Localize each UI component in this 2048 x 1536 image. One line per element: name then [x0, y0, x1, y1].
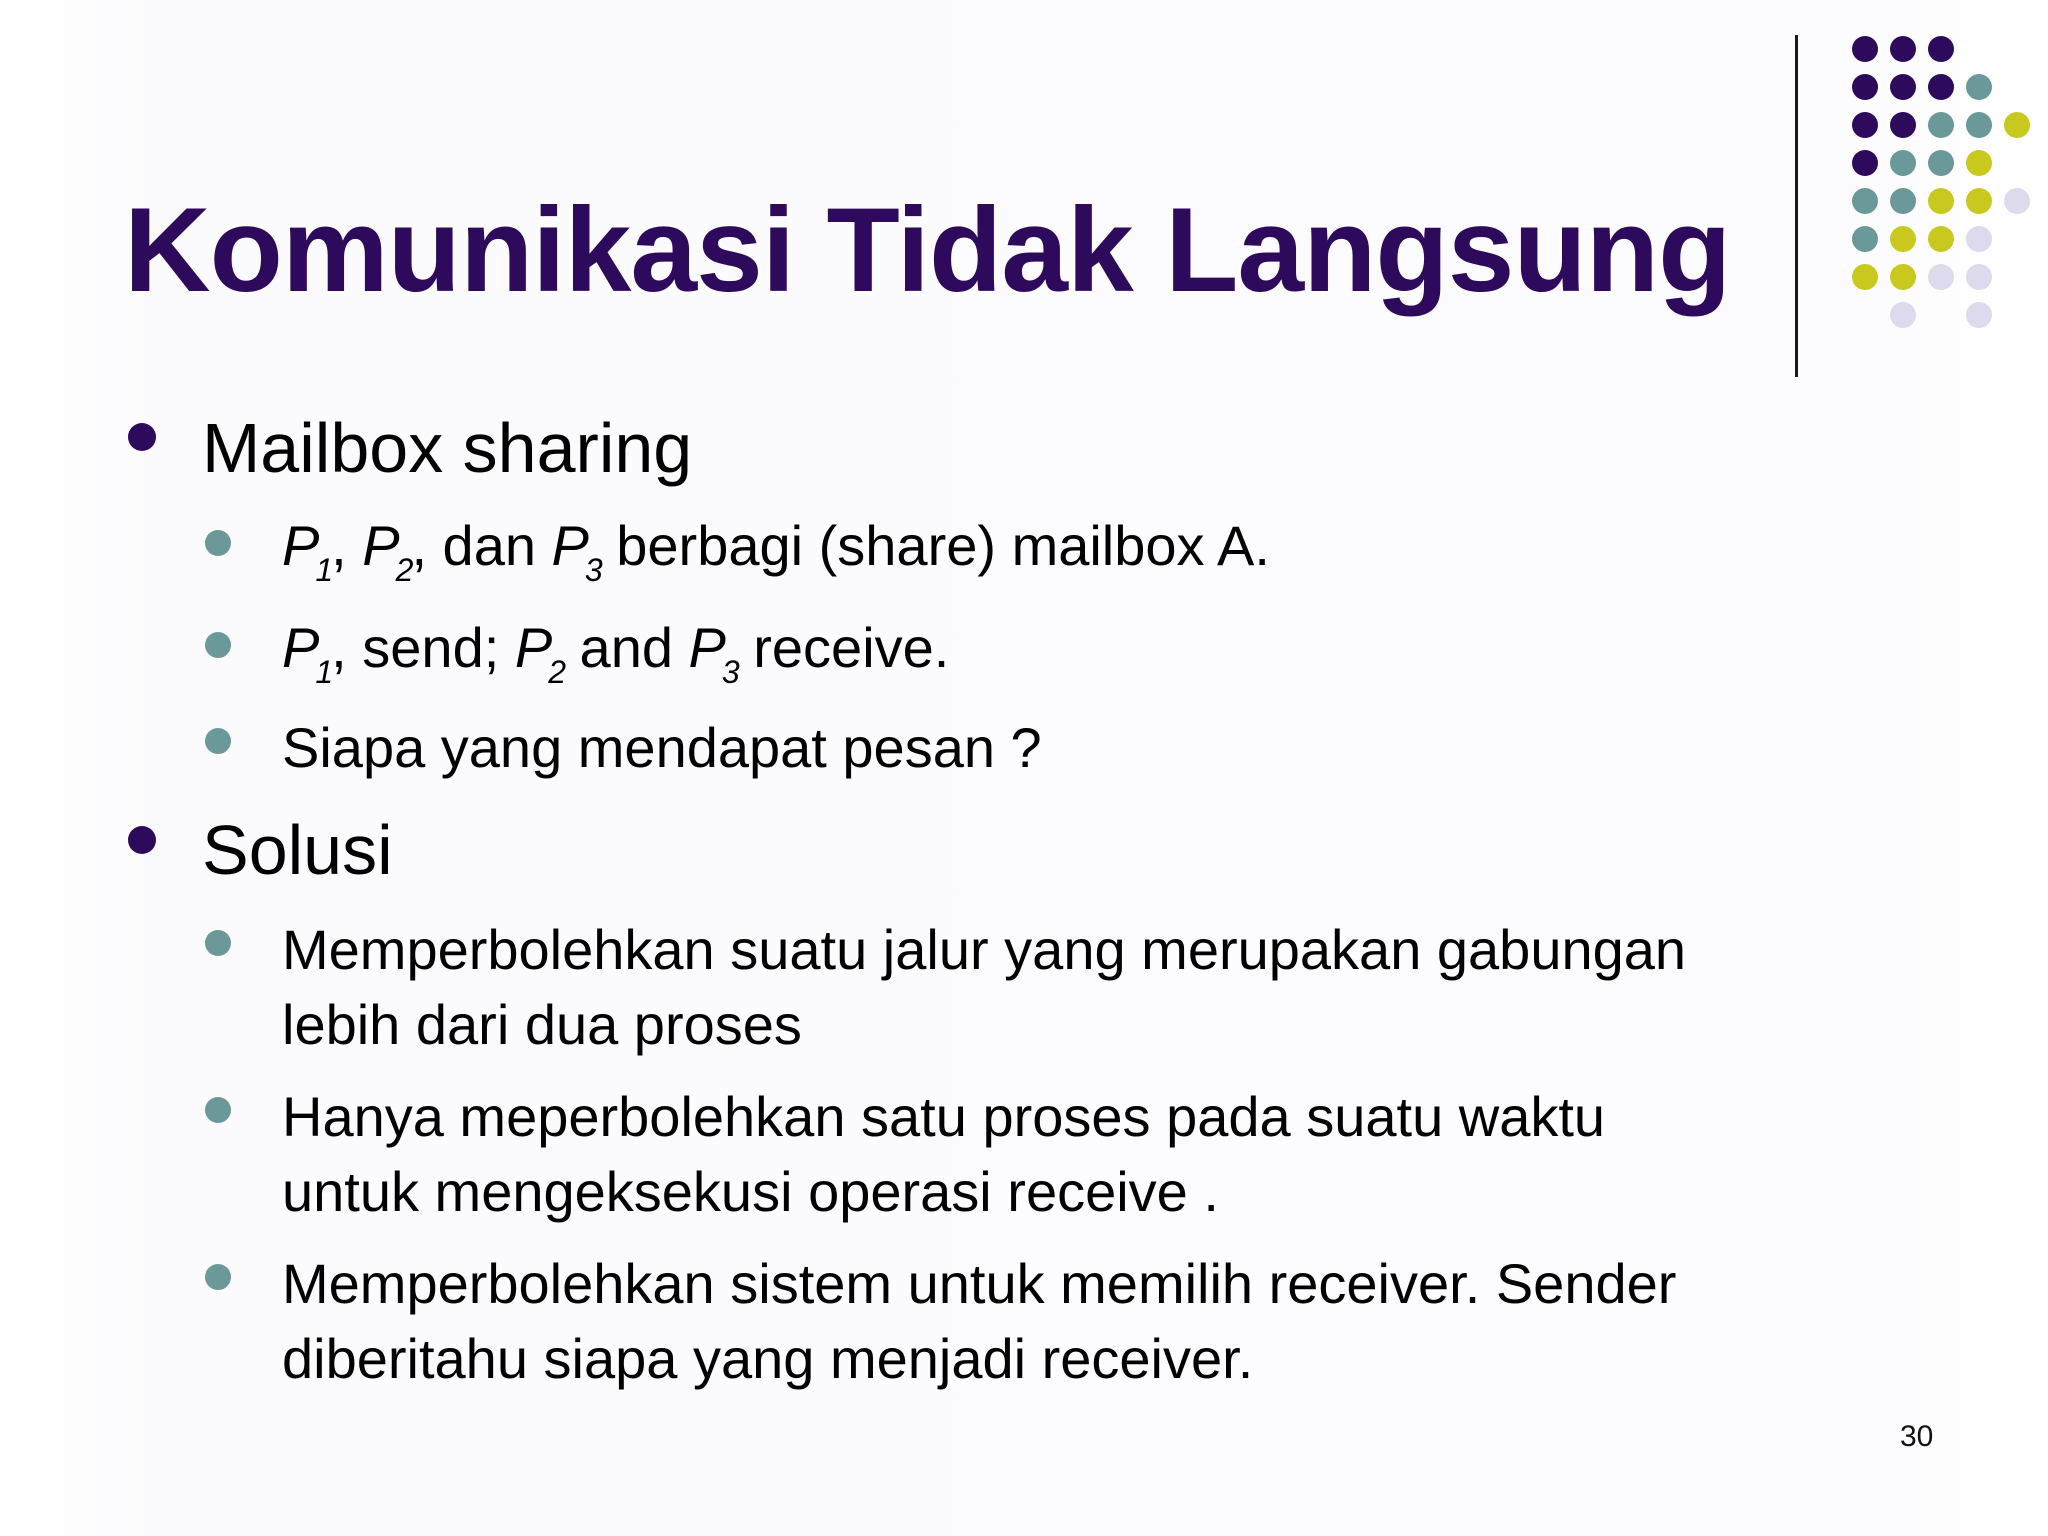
sub-bullet-dot — [205, 632, 231, 658]
sub-bullet-dot — [205, 530, 231, 556]
sub-bullet-solution-2-line1: Hanya meperbolehkan satu proses pada suatu waktu — [282, 1085, 1606, 1148]
bullet-dot — [128, 423, 156, 451]
sub-bullet-solution-1-line2: lebih dari dua proses — [282, 993, 802, 1056]
page-number: 30 — [1900, 1420, 1934, 1453]
sub-bullet-share-mailbox: $P_1$, $P_2$, dan $P_3$ berbagi (share) mailbox A. — [282, 514, 1270, 588]
sub-bullet-dot — [205, 930, 231, 956]
bullet-mailbox-sharing: Mailbox sharing — [202, 409, 693, 487]
slide-title: Komunikasi Tidak Langsung — [124, 183, 1731, 317]
sub-bullet-dot — [205, 1097, 231, 1123]
sub-bullet-dot — [205, 728, 231, 754]
sub-bullet-solution-3-line1: Memperbolehkan sistem untuk memilih receiver. Sender — [282, 1252, 1677, 1315]
sub-bullet-solution-1-line1: Memperbolehkan suatu jalur yang merupakan gabungan — [282, 918, 1687, 981]
sub-bullet-solution-2-line2: untuk mengeksekusi operasi receive . — [282, 1160, 1219, 1223]
sub-bullet-question: Siapa yang mendapat pesan ? — [282, 716, 1042, 779]
sub-bullet-dot — [205, 1264, 231, 1290]
sub-bullet-solution-3-line2: diberitahu siapa yang menjadi receiver. — [282, 1327, 1254, 1390]
bullet-dot — [128, 826, 156, 854]
sub-bullet-send-receive: $P_1$, send; $P_2$ and $P_3$ receive. — [282, 616, 950, 690]
bullet-solusi: Solusi — [202, 811, 393, 889]
